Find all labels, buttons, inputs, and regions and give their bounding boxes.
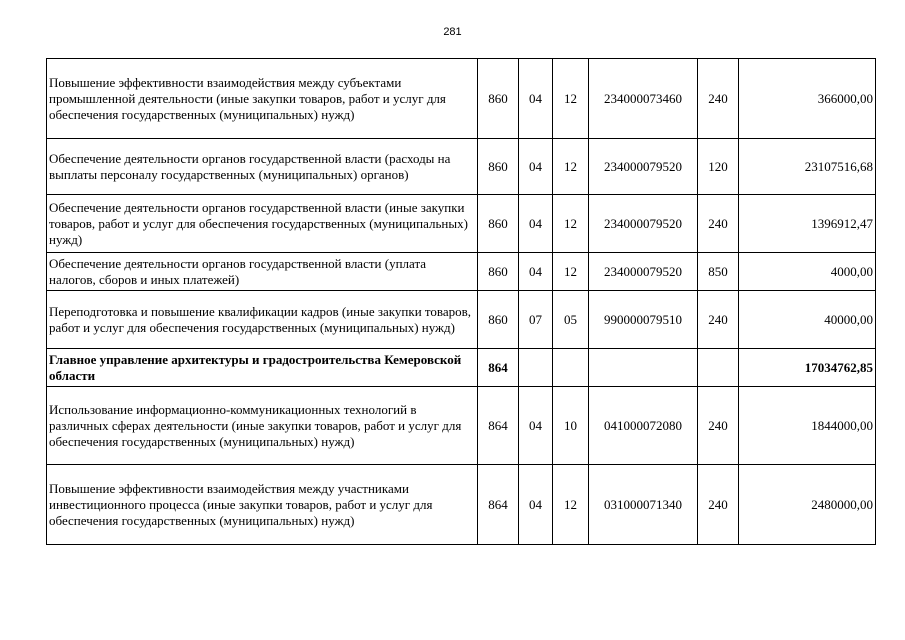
table-row	[47, 349, 876, 387]
ministry-code: 860	[478, 59, 519, 139]
amount-value: 23107516,68	[739, 139, 876, 195]
section-code: 04	[519, 139, 553, 195]
ministry-code: 864	[478, 349, 519, 387]
expense-type-code: 120	[698, 139, 739, 195]
section-code: 04	[519, 59, 553, 139]
ministry-code: 864	[478, 387, 519, 465]
subsection-code: 12	[553, 195, 589, 253]
subsection-code: 10	[553, 387, 589, 465]
section-code: 04	[519, 195, 553, 253]
target-article-code: 990000079510	[589, 291, 698, 349]
expense-type-code: 240	[698, 195, 739, 253]
ministry-code: 860	[478, 291, 519, 349]
target-article-code: 234000079520	[589, 253, 698, 291]
expense-type-code	[698, 349, 739, 387]
row-description: Переподготовка и повышение квалификации кадров (иные закупки товаров, работ и услуг для обеспечения государственных (муниципальных) нужд)	[47, 291, 478, 349]
target-article-code: 234000073460	[589, 59, 698, 139]
section-code: 07	[519, 291, 553, 349]
target-article-code: 234000079520	[589, 139, 698, 195]
amount-value: 40000,00	[739, 291, 876, 349]
row-description: Повышение эффективности взаимодействия между участниками инвестиционного процесса (иные закупки товаров, работ и услуг для обеспечения государственных (муниципальных) нужд)	[47, 465, 478, 545]
target-article-code: 234000079520	[589, 195, 698, 253]
expense-type-code: 240	[698, 59, 739, 139]
ministry-code: 860	[478, 253, 519, 291]
subsection-code: 12	[553, 139, 589, 195]
amount-value: 2480000,00	[739, 465, 876, 545]
table-row	[47, 139, 876, 195]
table-row	[47, 465, 876, 545]
ministry-code: 860	[478, 195, 519, 253]
row-description: Обеспечение деятельности органов государственной власти (иные закупки товаров, работ и услуг для обеспечения государственных (муниципальных) нужд)	[47, 195, 478, 253]
expense-type-code: 240	[698, 387, 739, 465]
table-row	[47, 387, 876, 465]
expense-type-code: 240	[698, 465, 739, 545]
amount-value: 1396912,47	[739, 195, 876, 253]
subsection-code: 12	[553, 59, 589, 139]
amount-value: 17034762,85	[739, 349, 876, 387]
row-description: Повышение эффективности взаимодействия между субъектами промышленной деятельности (иные закупки товаров, работ и услуг для обеспечения государственных (муниципальных) нужд)	[47, 59, 478, 139]
amount-value: 4000,00	[739, 253, 876, 291]
row-description: Обеспечение деятельности органов государственной власти (уплата налогов, сборов и иных платежей)	[47, 253, 478, 291]
target-article-code: 031000071340	[589, 465, 698, 545]
target-article-code	[589, 349, 698, 387]
row-description: Обеспечение деятельности органов государственной власти (расходы на выплаты персоналу государственных (муниципальных) органов)	[47, 139, 478, 195]
table-row	[47, 195, 876, 253]
section-code: 04	[519, 387, 553, 465]
table-row	[47, 253, 876, 291]
row-description: Использование информационно-коммуникационных технологий в различных сферах деятельности (иные закупки товаров, работ и услуг для обеспечения государственных (муниципальных) нужд)	[47, 387, 478, 465]
page-number: 281	[443, 26, 462, 38]
table-row	[47, 59, 876, 139]
amount-value: 366000,00	[739, 59, 876, 139]
target-article-code: 041000072080	[589, 387, 698, 465]
section-code	[519, 349, 553, 387]
section-code: 04	[519, 253, 553, 291]
budget-table	[46, 58, 876, 545]
amount-value: 1844000,00	[739, 387, 876, 465]
subsection-code: 12	[553, 253, 589, 291]
row-description: Главное управление архитектуры и градостроительства Кемеровской области	[47, 349, 478, 387]
expense-type-code: 850	[698, 253, 739, 291]
subsection-code: 05	[553, 291, 589, 349]
section-code: 04	[519, 465, 553, 545]
subsection-code	[553, 349, 589, 387]
table-row	[47, 291, 876, 349]
expense-type-code: 240	[698, 291, 739, 349]
ministry-code: 860	[478, 139, 519, 195]
ministry-code: 864	[478, 465, 519, 545]
subsection-code: 12	[553, 465, 589, 545]
